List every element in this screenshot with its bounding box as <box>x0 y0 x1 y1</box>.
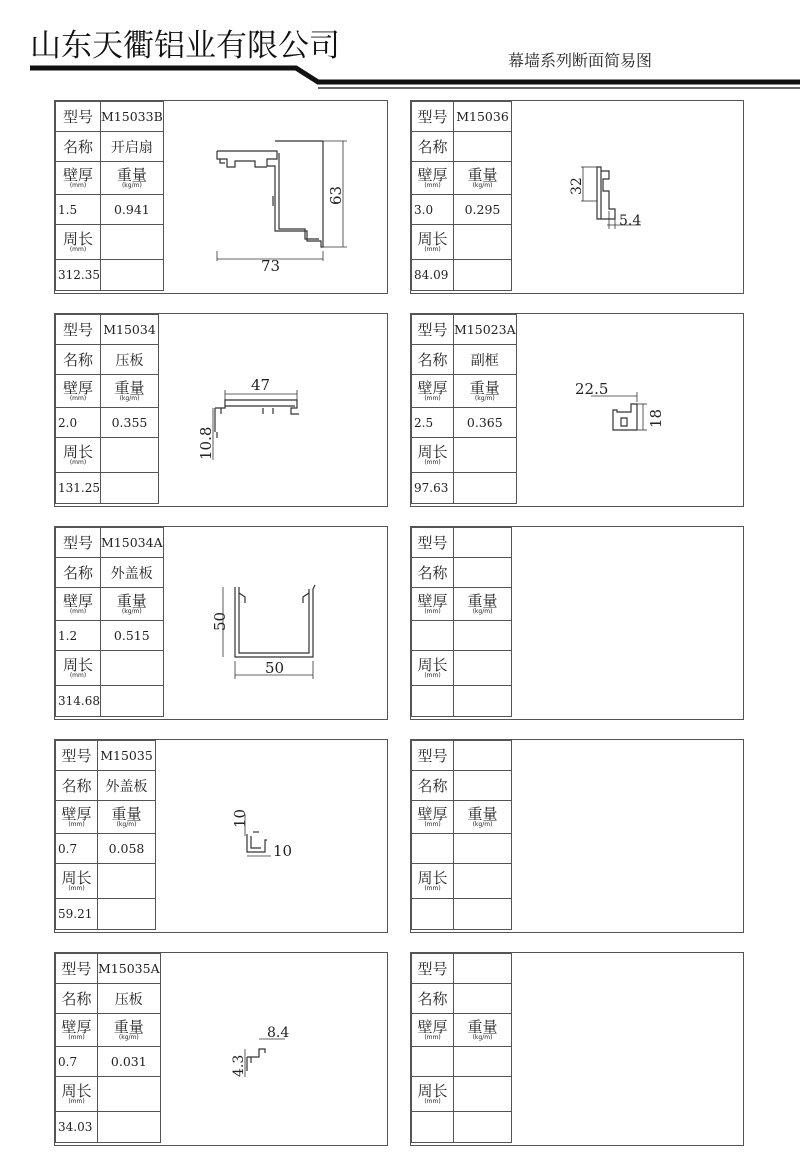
thickness-label <box>56 375 101 408</box>
thickness-label-text: 壁厚 <box>417 804 448 823</box>
thickness-label <box>412 588 454 621</box>
model-value: M15023A <box>454 315 517 345</box>
document-subtitle: 幕墙系列断面简易图 <box>508 51 653 70</box>
perimeter-unit: (mm) <box>69 458 87 466</box>
perimeter-unit: (mm) <box>424 458 441 466</box>
spec-table <box>411 740 513 930</box>
model-label: 型号 <box>412 954 454 984</box>
weight-value: 0.365 <box>454 408 517 438</box>
weight-label-text: 重量 <box>467 804 498 823</box>
thickness-value: 0.7 <box>56 1047 98 1077</box>
model-label: 型号 <box>56 102 101 132</box>
name-label: 名称 <box>412 984 454 1014</box>
dim-width: 50 <box>265 659 285 677</box>
weight-unit: (kg/m) <box>121 607 142 615</box>
profile-card <box>54 526 388 720</box>
model-value: M15035 <box>98 741 156 771</box>
thickness-label <box>412 375 454 408</box>
weight-label-text: 重量 <box>116 165 147 184</box>
thickness-label-text: 壁厚 <box>61 804 92 823</box>
perimeter-unit: (mm) <box>424 671 441 679</box>
thickness-label-text: 壁厚 <box>62 591 93 610</box>
dim-width: 47 <box>251 376 271 394</box>
profile-card <box>54 100 388 294</box>
empty-cell <box>454 225 512 260</box>
empty-cell <box>454 899 512 930</box>
thickness-unit: (mm) <box>424 394 441 402</box>
perimeter-unit: (mm) <box>424 245 441 253</box>
perimeter-label <box>412 1077 454 1112</box>
model-label: 型号 <box>412 741 454 771</box>
profile-card <box>54 952 388 1146</box>
thickness-value: 2.0 <box>56 408 101 438</box>
perimeter-label <box>56 225 101 260</box>
spec-table <box>411 101 513 291</box>
name-label: 名称 <box>412 771 454 801</box>
perimeter-label-text: 周长 <box>417 1081 448 1100</box>
thickness-label-text: 壁厚 <box>417 591 448 610</box>
model-value <box>454 741 512 771</box>
empty-cell <box>454 651 512 686</box>
model-value <box>454 954 512 984</box>
model-label: 型号 <box>412 315 454 345</box>
perimeter-value: 314.68 <box>56 686 101 717</box>
weight-label-text: 重量 <box>467 591 498 610</box>
thickness-unit: (mm) <box>69 607 87 615</box>
name-value <box>454 771 512 801</box>
weight-value: 0.941 <box>101 195 164 225</box>
weight-label <box>454 162 512 195</box>
profile-card <box>410 313 744 507</box>
weight-label-text: 重量 <box>111 804 142 823</box>
company-name: 山东天衢铝业有限公司 <box>30 28 340 64</box>
dim-height: 32 <box>569 177 585 195</box>
profile-card <box>410 739 744 933</box>
perimeter-label-text: 周长 <box>62 229 93 248</box>
perimeter-unit: (mm) <box>68 1097 85 1105</box>
weight-value <box>454 1047 512 1077</box>
dim-height: 10.8 <box>197 426 215 460</box>
thickness-label-text: 壁厚 <box>417 1017 448 1036</box>
empty-cell <box>101 473 159 504</box>
spec-table <box>411 314 518 504</box>
name-label: 名称 <box>56 558 101 588</box>
weight-unit: (kg/m) <box>119 394 140 402</box>
dim-height: 63 <box>327 185 345 205</box>
thickness-value: 1.2 <box>56 621 101 651</box>
thickness-label-text: 壁厚 <box>417 165 448 184</box>
weight-value: 0.515 <box>101 621 164 651</box>
perimeter-label-text: 周长 <box>62 442 93 461</box>
profile-drawing <box>155 527 385 719</box>
perimeter-value <box>412 686 454 717</box>
weight-label-text: 重量 <box>113 1017 144 1036</box>
weight-label <box>454 801 512 834</box>
weight-label <box>454 588 512 621</box>
perimeter-value <box>412 899 454 930</box>
thickness-unit: (mm) <box>68 1033 85 1041</box>
dim-width: 5.4 <box>619 213 642 229</box>
name-value: 外盖板 <box>101 558 164 588</box>
name-value <box>454 558 512 588</box>
name-label: 名称 <box>412 345 454 375</box>
thickness-label <box>56 588 101 621</box>
model-label: 型号 <box>412 102 454 132</box>
thickness-value: 3.0 <box>412 195 454 225</box>
dim-height: 4.3 <box>231 1054 247 1077</box>
perimeter-label <box>412 438 454 473</box>
weight-label-text: 重量 <box>469 378 500 397</box>
weight-unit: (kg/m) <box>472 820 493 828</box>
spec-table <box>55 527 165 717</box>
weight-value: 0.295 <box>454 195 512 225</box>
weight-label <box>454 1014 512 1047</box>
perimeter-label <box>56 438 101 473</box>
model-label: 型号 <box>56 528 101 558</box>
perimeter-unit: (mm) <box>69 671 87 679</box>
perimeter-label <box>412 225 454 260</box>
weight-label <box>454 375 517 408</box>
dim-height: 10 <box>231 808 249 828</box>
perimeter-unit: (mm) <box>68 884 85 892</box>
model-label: 型号 <box>412 528 454 558</box>
profile-drawing <box>511 740 741 932</box>
perimeter-value: 131.25 <box>56 473 101 504</box>
weight-label <box>98 801 156 834</box>
spec-table <box>55 740 157 930</box>
perimeter-label-text: 周长 <box>62 655 93 674</box>
empty-cell <box>101 225 164 260</box>
name-value: 压板 <box>101 345 159 375</box>
perimeter-label <box>56 864 98 899</box>
perimeter-label <box>412 651 454 686</box>
weight-unit: (kg/m) <box>116 820 137 828</box>
thickness-label <box>56 801 98 834</box>
profile-drawing <box>155 953 385 1145</box>
weight-label <box>101 588 164 621</box>
weight-value: 0.031 <box>98 1047 161 1077</box>
weight-label-text: 重量 <box>467 1017 498 1036</box>
perimeter-label-text: 周长 <box>417 229 448 248</box>
thickness-unit: (mm) <box>69 394 87 402</box>
profile-card <box>54 739 388 933</box>
empty-cell <box>454 1112 512 1143</box>
thickness-unit: (mm) <box>424 181 441 189</box>
model-label: 型号 <box>56 741 98 771</box>
empty-cell <box>98 1077 161 1112</box>
perimeter-unit: (mm) <box>424 884 441 892</box>
weight-value: 0.355 <box>101 408 159 438</box>
weight-label <box>101 162 164 195</box>
name-label: 名称 <box>412 132 454 162</box>
model-value: M15033B <box>101 102 164 132</box>
profile-card <box>54 313 388 507</box>
perimeter-unit: (mm) <box>69 245 87 253</box>
name-value <box>454 132 512 162</box>
perimeter-value: 97.63 <box>412 473 454 504</box>
empty-cell <box>454 864 512 899</box>
perimeter-label-text: 周长 <box>417 442 448 461</box>
empty-cell <box>101 686 164 717</box>
perimeter-value <box>412 1112 454 1143</box>
empty-cell <box>454 260 512 291</box>
spec-table <box>411 527 513 717</box>
perimeter-value: 59.21 <box>56 899 98 930</box>
thickness-label-text: 壁厚 <box>61 1017 92 1036</box>
perimeter-unit: (mm) <box>424 1097 441 1105</box>
perimeter-label <box>56 1077 98 1112</box>
thickness-value: 2.5 <box>412 408 454 438</box>
model-label: 型号 <box>56 954 98 984</box>
name-label: 名称 <box>56 771 98 801</box>
name-value: 副框 <box>454 345 517 375</box>
spec-table <box>55 101 165 291</box>
profile-drawing <box>155 314 385 506</box>
thickness-label <box>56 162 101 195</box>
name-label: 名称 <box>412 558 454 588</box>
dim-height: 18 <box>647 408 665 428</box>
thickness-label-text: 壁厚 <box>417 378 448 397</box>
name-value: 外盖板 <box>98 771 156 801</box>
model-value: M15034A <box>101 528 164 558</box>
weight-label-text: 重量 <box>467 165 498 184</box>
perimeter-value: 312.35 <box>56 260 101 291</box>
model-value <box>454 528 512 558</box>
weight-label-text: 重量 <box>116 591 147 610</box>
profile-drawing <box>511 101 741 293</box>
name-value: 开启扇 <box>101 132 164 162</box>
perimeter-label-text: 周长 <box>61 868 92 887</box>
empty-cell <box>98 864 156 899</box>
empty-cell <box>454 473 517 504</box>
name-label: 名称 <box>56 984 98 1014</box>
perimeter-label-text: 周长 <box>417 655 448 674</box>
thickness-value: 0.7 <box>56 834 98 864</box>
weight-label <box>101 375 159 408</box>
weight-value: 0.058 <box>98 834 156 864</box>
empty-cell <box>98 899 156 930</box>
empty-cell <box>454 1077 512 1112</box>
weight-unit: (kg/m) <box>474 394 495 402</box>
dim-height: 50 <box>211 611 229 631</box>
perimeter-label <box>412 864 454 899</box>
empty-cell <box>101 438 159 473</box>
spec-table <box>411 953 513 1143</box>
profile-drawing <box>511 314 741 506</box>
name-label: 名称 <box>56 132 101 162</box>
profile-drawing <box>155 101 385 293</box>
thickness-label-text: 壁厚 <box>62 165 93 184</box>
thickness-label <box>412 1014 454 1047</box>
name-value: 压板 <box>98 984 161 1014</box>
empty-cell <box>454 438 517 473</box>
thickness-value <box>412 621 454 651</box>
perimeter-label <box>56 651 101 686</box>
profile-card <box>410 100 744 294</box>
profile-drawing <box>511 953 741 1145</box>
profile-card <box>410 952 744 1146</box>
dim-width: 22.5 <box>575 380 609 398</box>
perimeter-label-text: 周长 <box>61 1081 92 1100</box>
weight-unit: (kg/m) <box>472 1033 493 1041</box>
weight-unit: (kg/m) <box>472 181 493 189</box>
dim-width: 8.4 <box>267 1025 290 1041</box>
thickness-unit: (mm) <box>424 607 441 615</box>
model-label: 型号 <box>56 315 101 345</box>
perimeter-value: 34.03 <box>56 1112 98 1143</box>
thickness-unit: (mm) <box>69 181 87 189</box>
dim-width: 73 <box>261 257 281 275</box>
thickness-value: 1.5 <box>56 195 101 225</box>
empty-cell <box>98 1112 161 1143</box>
weight-unit: (kg/m) <box>118 1033 139 1041</box>
thickness-label-text: 壁厚 <box>62 378 93 397</box>
dim-width: 10 <box>273 842 293 860</box>
weight-unit: (kg/m) <box>472 607 493 615</box>
profile-card <box>410 526 744 720</box>
weight-label <box>98 1014 161 1047</box>
thickness-label <box>412 801 454 834</box>
model-value: M15034 <box>101 315 159 345</box>
model-value: M15036 <box>454 102 512 132</box>
thickness-unit: (mm) <box>424 1033 441 1041</box>
weight-unit: (kg/m) <box>121 181 142 189</box>
weight-value <box>454 834 512 864</box>
profile-drawing <box>511 527 741 719</box>
thickness-label <box>412 162 454 195</box>
weight-label-text: 重量 <box>114 378 145 397</box>
empty-cell <box>101 260 164 291</box>
empty-cell <box>101 651 164 686</box>
name-value <box>454 984 512 1014</box>
name-label: 名称 <box>56 345 101 375</box>
profile-drawing <box>155 740 385 932</box>
perimeter-value: 84.09 <box>412 260 454 291</box>
thickness-value <box>412 834 454 864</box>
model-value: M15035A <box>98 954 161 984</box>
perimeter-label-text: 周长 <box>417 868 448 887</box>
thickness-unit: (mm) <box>68 820 85 828</box>
spec-table <box>55 314 160 504</box>
thickness-value <box>412 1047 454 1077</box>
weight-value <box>454 621 512 651</box>
thickness-label <box>56 1014 98 1047</box>
thickness-unit: (mm) <box>424 820 441 828</box>
spec-table <box>55 953 162 1143</box>
empty-cell <box>454 686 512 717</box>
